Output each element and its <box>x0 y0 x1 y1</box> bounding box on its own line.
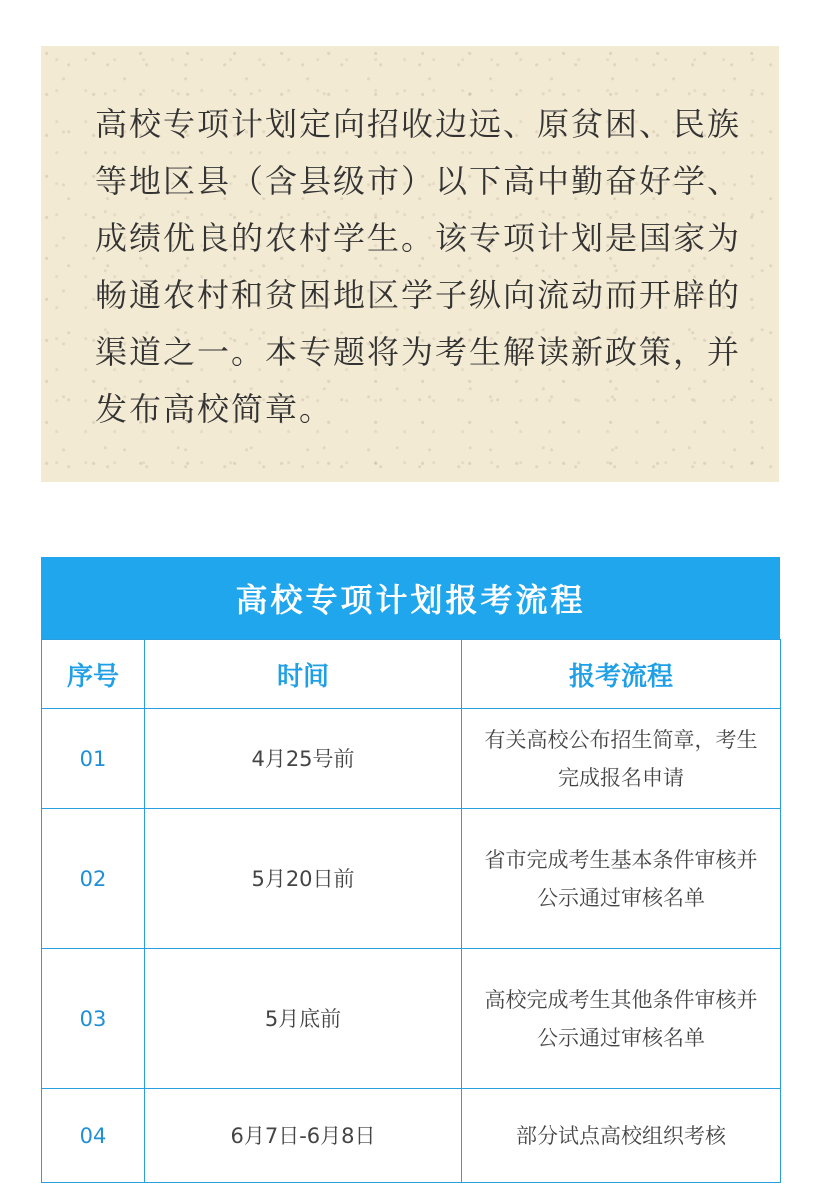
row-time: 5月底前 <box>145 949 462 1089</box>
row-index: 02 <box>42 809 145 949</box>
table-title: 高校专项计划报考流程 <box>41 557 780 639</box>
header-index: 序号 <box>42 640 145 709</box>
row-index: 04 <box>42 1089 145 1183</box>
row-step: 省市完成考生基本条件审核并公示通过审核名单 <box>462 809 781 949</box>
table-row <box>42 1089 781 1183</box>
intro-paragraph: 高校专项计划定向招收边远、原贫困、民族等地区县（含县级市）以下高中勤奋好学、成绩优良的农村学生。该专项计划是国家为畅通农村和贫困地区学子纵向流动而开辟的渠道之一。本专题将为考生解读新政策，并发布高校简章。 <box>95 105 742 428</box>
header-process: 报考流程 <box>462 640 781 709</box>
intro-card <box>41 46 779 482</box>
process-table <box>41 639 781 1183</box>
row-time: 6月7日-6月8日 <box>145 1089 462 1183</box>
row-index: 03 <box>42 949 145 1089</box>
table-row <box>42 809 781 949</box>
header-time: 时间 <box>145 640 462 709</box>
row-step: 部分试点高校组织考核 <box>462 1089 781 1183</box>
row-index: 01 <box>42 709 145 809</box>
table-header-row <box>42 640 781 709</box>
row-step: 高校完成考生其他条件审核并公示通过审核名单 <box>462 949 781 1089</box>
row-step: 有关高校公布招生简章，考生完成报名申请 <box>462 709 781 809</box>
row-time: 4月25号前 <box>145 709 462 809</box>
process-table-section <box>41 557 780 1183</box>
table-row <box>42 709 781 809</box>
table-row <box>42 949 781 1089</box>
row-time: 5月20日前 <box>145 809 462 949</box>
